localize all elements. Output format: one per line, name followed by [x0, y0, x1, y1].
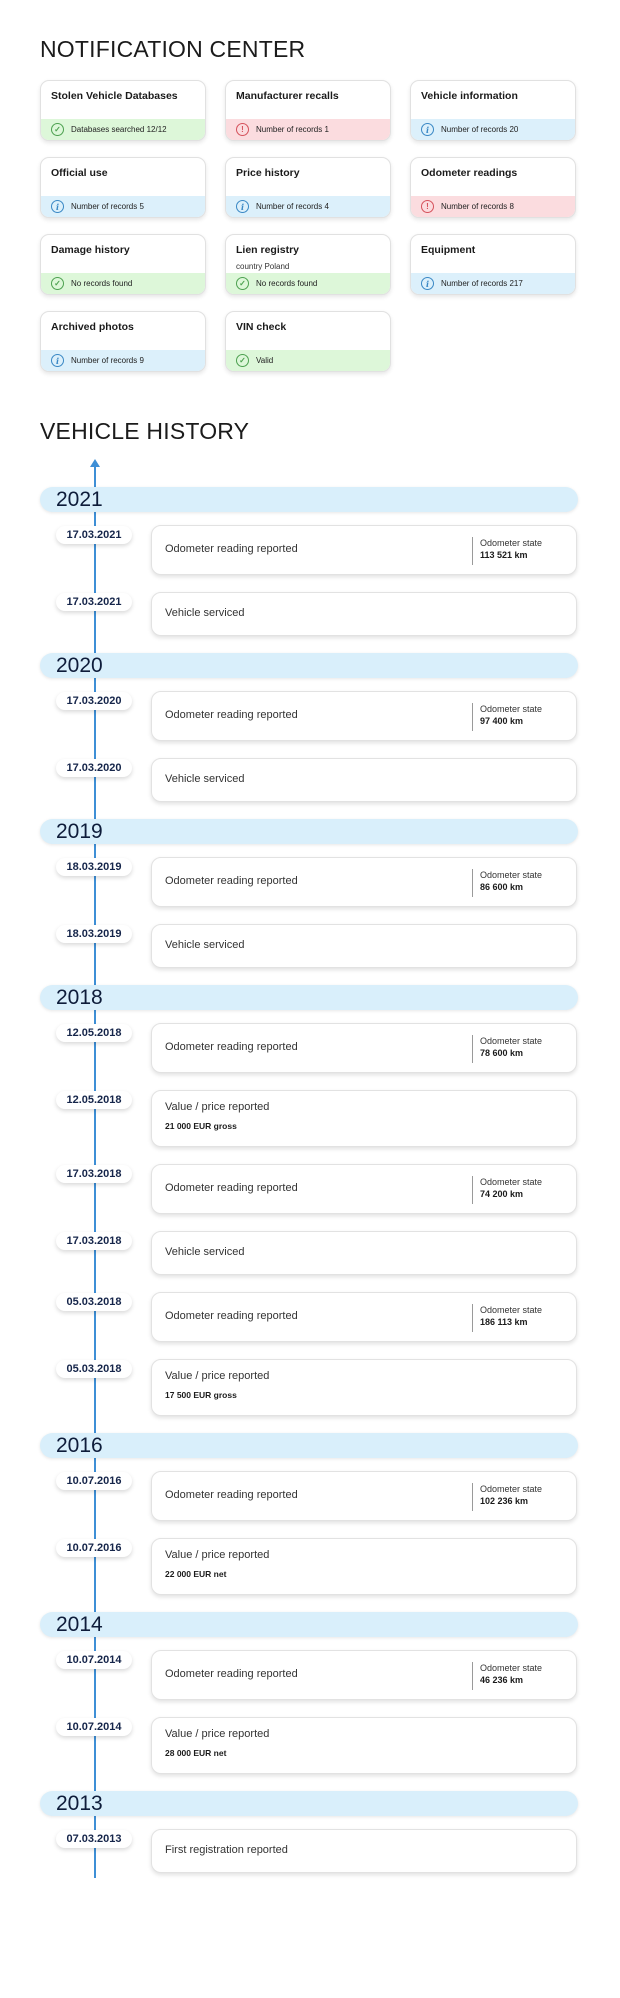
- history-event[interactable]: [151, 1023, 577, 1073]
- odometer-value: 74 200 km: [480, 1189, 524, 1199]
- warning-icon: !: [236, 123, 249, 136]
- card-status-text: Number of records 5: [71, 202, 144, 211]
- event-date: 10.07.2014: [56, 1651, 132, 1669]
- card-title: Stolen Vehicle Databases: [51, 90, 178, 102]
- notification-card[interactable]: [410, 80, 576, 141]
- card-status: [226, 196, 390, 217]
- event-title: Vehicle serviced: [165, 1246, 245, 1258]
- event-title: Odometer reading reported: [165, 1668, 298, 1680]
- event-date: 10.07.2014: [56, 1718, 132, 1736]
- history-event[interactable]: [151, 1650, 577, 1700]
- year-label: 2013: [56, 1792, 103, 1815]
- notification-card[interactable]: [225, 311, 391, 372]
- event-date: 12.05.2018: [56, 1091, 132, 1109]
- card-title: Vehicle information: [421, 90, 518, 102]
- event-date: 17.03.2021: [56, 593, 132, 611]
- event-value: 28 000 EUR net: [165, 1748, 227, 1758]
- event-date: 18.03.2019: [56, 858, 132, 876]
- odometer-label: Odometer state: [480, 704, 543, 714]
- odometer-label: Odometer state: [480, 1036, 543, 1046]
- year-label: 2016: [56, 1434, 103, 1457]
- year-header: [40, 1612, 578, 1637]
- event-title: Value / price reported: [165, 1370, 270, 1382]
- odometer-value: 102 236 km: [480, 1496, 529, 1506]
- event-title: Vehicle serviced: [165, 607, 245, 619]
- history-event[interactable]: [151, 1090, 577, 1147]
- warning-icon: !: [421, 200, 434, 213]
- history-event[interactable]: [151, 1231, 577, 1275]
- history-event[interactable]: [151, 592, 577, 636]
- history-event[interactable]: [151, 525, 577, 575]
- card-status: [226, 119, 390, 140]
- card-status-text: No records found: [71, 279, 133, 288]
- event-title: Value / price reported: [165, 1101, 270, 1113]
- card-title: Manufacturer recalls: [236, 90, 339, 102]
- history-event[interactable]: [151, 1359, 577, 1416]
- card-status-text: Number of records 8: [441, 202, 514, 211]
- notification-card[interactable]: [410, 234, 576, 295]
- year-label: 2019: [56, 820, 103, 843]
- event-date: 07.03.2013: [56, 1830, 132, 1848]
- event-title: Odometer reading reported: [165, 1182, 298, 1194]
- card-status-text: Valid: [256, 356, 274, 365]
- card-status-text: Databases searched 12/12: [71, 125, 167, 134]
- event-date: 17.03.2020: [56, 692, 132, 710]
- notification-card[interactable]: [40, 157, 206, 218]
- notification-center-title: NOTIFICATION CENTER: [40, 36, 306, 62]
- event-date: 05.03.2018: [56, 1360, 132, 1378]
- notification-card[interactable]: [225, 157, 391, 218]
- card-status: [41, 350, 205, 371]
- vehicle-history-title: VEHICLE HISTORY: [40, 418, 250, 444]
- history-event[interactable]: [151, 1292, 577, 1342]
- odometer-value: 78 600 km: [480, 1048, 524, 1058]
- card-status: [411, 273, 575, 294]
- history-event[interactable]: [151, 1538, 577, 1595]
- notification-card[interactable]: [225, 234, 391, 295]
- year-header: [40, 487, 578, 512]
- odometer-label: Odometer state: [480, 538, 543, 548]
- card-status: [411, 196, 575, 217]
- info-icon: i: [236, 200, 249, 213]
- event-title: Value / price reported: [165, 1549, 270, 1561]
- year-header: [40, 819, 578, 844]
- card-status-text: Number of records 217: [441, 279, 523, 288]
- year-label: 2020: [56, 654, 103, 677]
- year-header: [40, 653, 578, 678]
- odometer-value: 113 521 km: [480, 550, 528, 560]
- history-event[interactable]: [151, 758, 577, 802]
- odometer-value: 46 236 km: [480, 1675, 524, 1685]
- card-status-text: Number of records 20: [441, 125, 519, 134]
- info-icon: i: [421, 277, 434, 290]
- card-status: [41, 196, 205, 217]
- odometer-label: Odometer state: [480, 870, 543, 880]
- notification-card[interactable]: [40, 234, 206, 295]
- year-header: [40, 1433, 578, 1458]
- event-title: Value / price reported: [165, 1728, 270, 1740]
- event-title: Odometer reading reported: [165, 543, 298, 555]
- odometer-state: [472, 1035, 542, 1063]
- card-title: Price history: [236, 167, 300, 179]
- event-date: 18.03.2019: [56, 925, 132, 943]
- odometer-state: [472, 1176, 542, 1204]
- odometer-value: 86 600 km: [480, 882, 524, 892]
- event-title: Odometer reading reported: [165, 1310, 298, 1322]
- odometer-label: Odometer state: [480, 1663, 543, 1673]
- history-event[interactable]: [151, 1471, 577, 1521]
- odometer-state: [472, 869, 542, 897]
- check-circle-icon: ✓: [51, 277, 64, 290]
- card-status: [41, 119, 205, 140]
- card-status: [226, 273, 390, 294]
- event-value: 22 000 EUR net: [165, 1569, 227, 1579]
- card-status: [41, 273, 205, 294]
- odometer-state: [472, 1483, 542, 1511]
- card-title: Archived photos: [51, 321, 134, 333]
- year-header: [40, 1791, 578, 1816]
- odometer-value: 186 113 km: [480, 1317, 528, 1327]
- card-subtitle: country Poland: [236, 262, 290, 271]
- event-date: 17.03.2020: [56, 759, 132, 777]
- odometer-state: [472, 537, 542, 565]
- history-event[interactable]: [151, 924, 577, 968]
- info-icon: i: [51, 200, 64, 213]
- event-title: Vehicle serviced: [165, 939, 245, 951]
- event-title: Odometer reading reported: [165, 875, 298, 887]
- notification-card[interactable]: [40, 311, 206, 372]
- info-icon: i: [421, 123, 434, 136]
- event-title: Odometer reading reported: [165, 1489, 298, 1501]
- history-event[interactable]: [151, 1717, 577, 1774]
- odometer-state: [472, 1304, 542, 1332]
- event-title: Odometer reading reported: [165, 709, 298, 721]
- notification-card[interactable]: [225, 80, 391, 141]
- event-date: 05.03.2018: [56, 1293, 132, 1311]
- year-label: 2014: [56, 1613, 103, 1636]
- history-event[interactable]: [151, 857, 577, 907]
- event-title: First registration reported: [165, 1844, 288, 1856]
- check-circle-icon: ✓: [236, 277, 249, 290]
- event-date: 10.07.2016: [56, 1472, 132, 1490]
- event-date: 17.03.2021: [56, 526, 132, 544]
- card-status: [226, 350, 390, 371]
- odometer-label: Odometer state: [480, 1177, 543, 1187]
- card-status: [411, 119, 575, 140]
- odometer-state: [472, 703, 542, 731]
- card-title: Equipment: [421, 244, 476, 256]
- notification-card[interactable]: [410, 157, 576, 218]
- card-title: VIN check: [236, 321, 287, 333]
- card-status-text: Number of records 9: [71, 356, 144, 365]
- odometer-value: 97 400 km: [480, 716, 524, 726]
- card-title: Official use: [51, 167, 108, 179]
- odometer-state: [472, 1662, 542, 1690]
- card-title: Odometer readings: [421, 167, 518, 179]
- card-status-text: Number of records 1: [256, 125, 329, 134]
- history-event[interactable]: [151, 1829, 577, 1873]
- year-label: 2018: [56, 986, 103, 1009]
- event-date: 17.03.2018: [56, 1165, 132, 1183]
- card-title: Damage history: [51, 244, 130, 256]
- event-value: 17 500 EUR gross: [165, 1390, 237, 1400]
- odometer-label: Odometer state: [480, 1305, 543, 1315]
- odometer-label: Odometer state: [480, 1484, 543, 1494]
- card-status-text: No records found: [256, 279, 318, 288]
- info-icon: i: [51, 354, 64, 367]
- check-circle-icon: ✓: [51, 123, 64, 136]
- event-title: Odometer reading reported: [165, 1041, 298, 1053]
- year-header: [40, 985, 578, 1010]
- history-event[interactable]: [151, 1164, 577, 1214]
- card-title: Lien registry: [236, 244, 300, 256]
- year-label: 2021: [56, 488, 103, 511]
- event-date: 17.03.2018: [56, 1232, 132, 1250]
- card-status-text: Number of records 4: [256, 202, 329, 211]
- event-value: 21 000 EUR gross: [165, 1121, 237, 1131]
- check-circle-icon: ✓: [236, 354, 249, 367]
- notification-card[interactable]: [40, 80, 206, 141]
- history-event[interactable]: [151, 691, 577, 741]
- event-date: 10.07.2016: [56, 1539, 132, 1557]
- event-date: 12.05.2018: [56, 1024, 132, 1042]
- event-title: Vehicle serviced: [165, 773, 245, 785]
